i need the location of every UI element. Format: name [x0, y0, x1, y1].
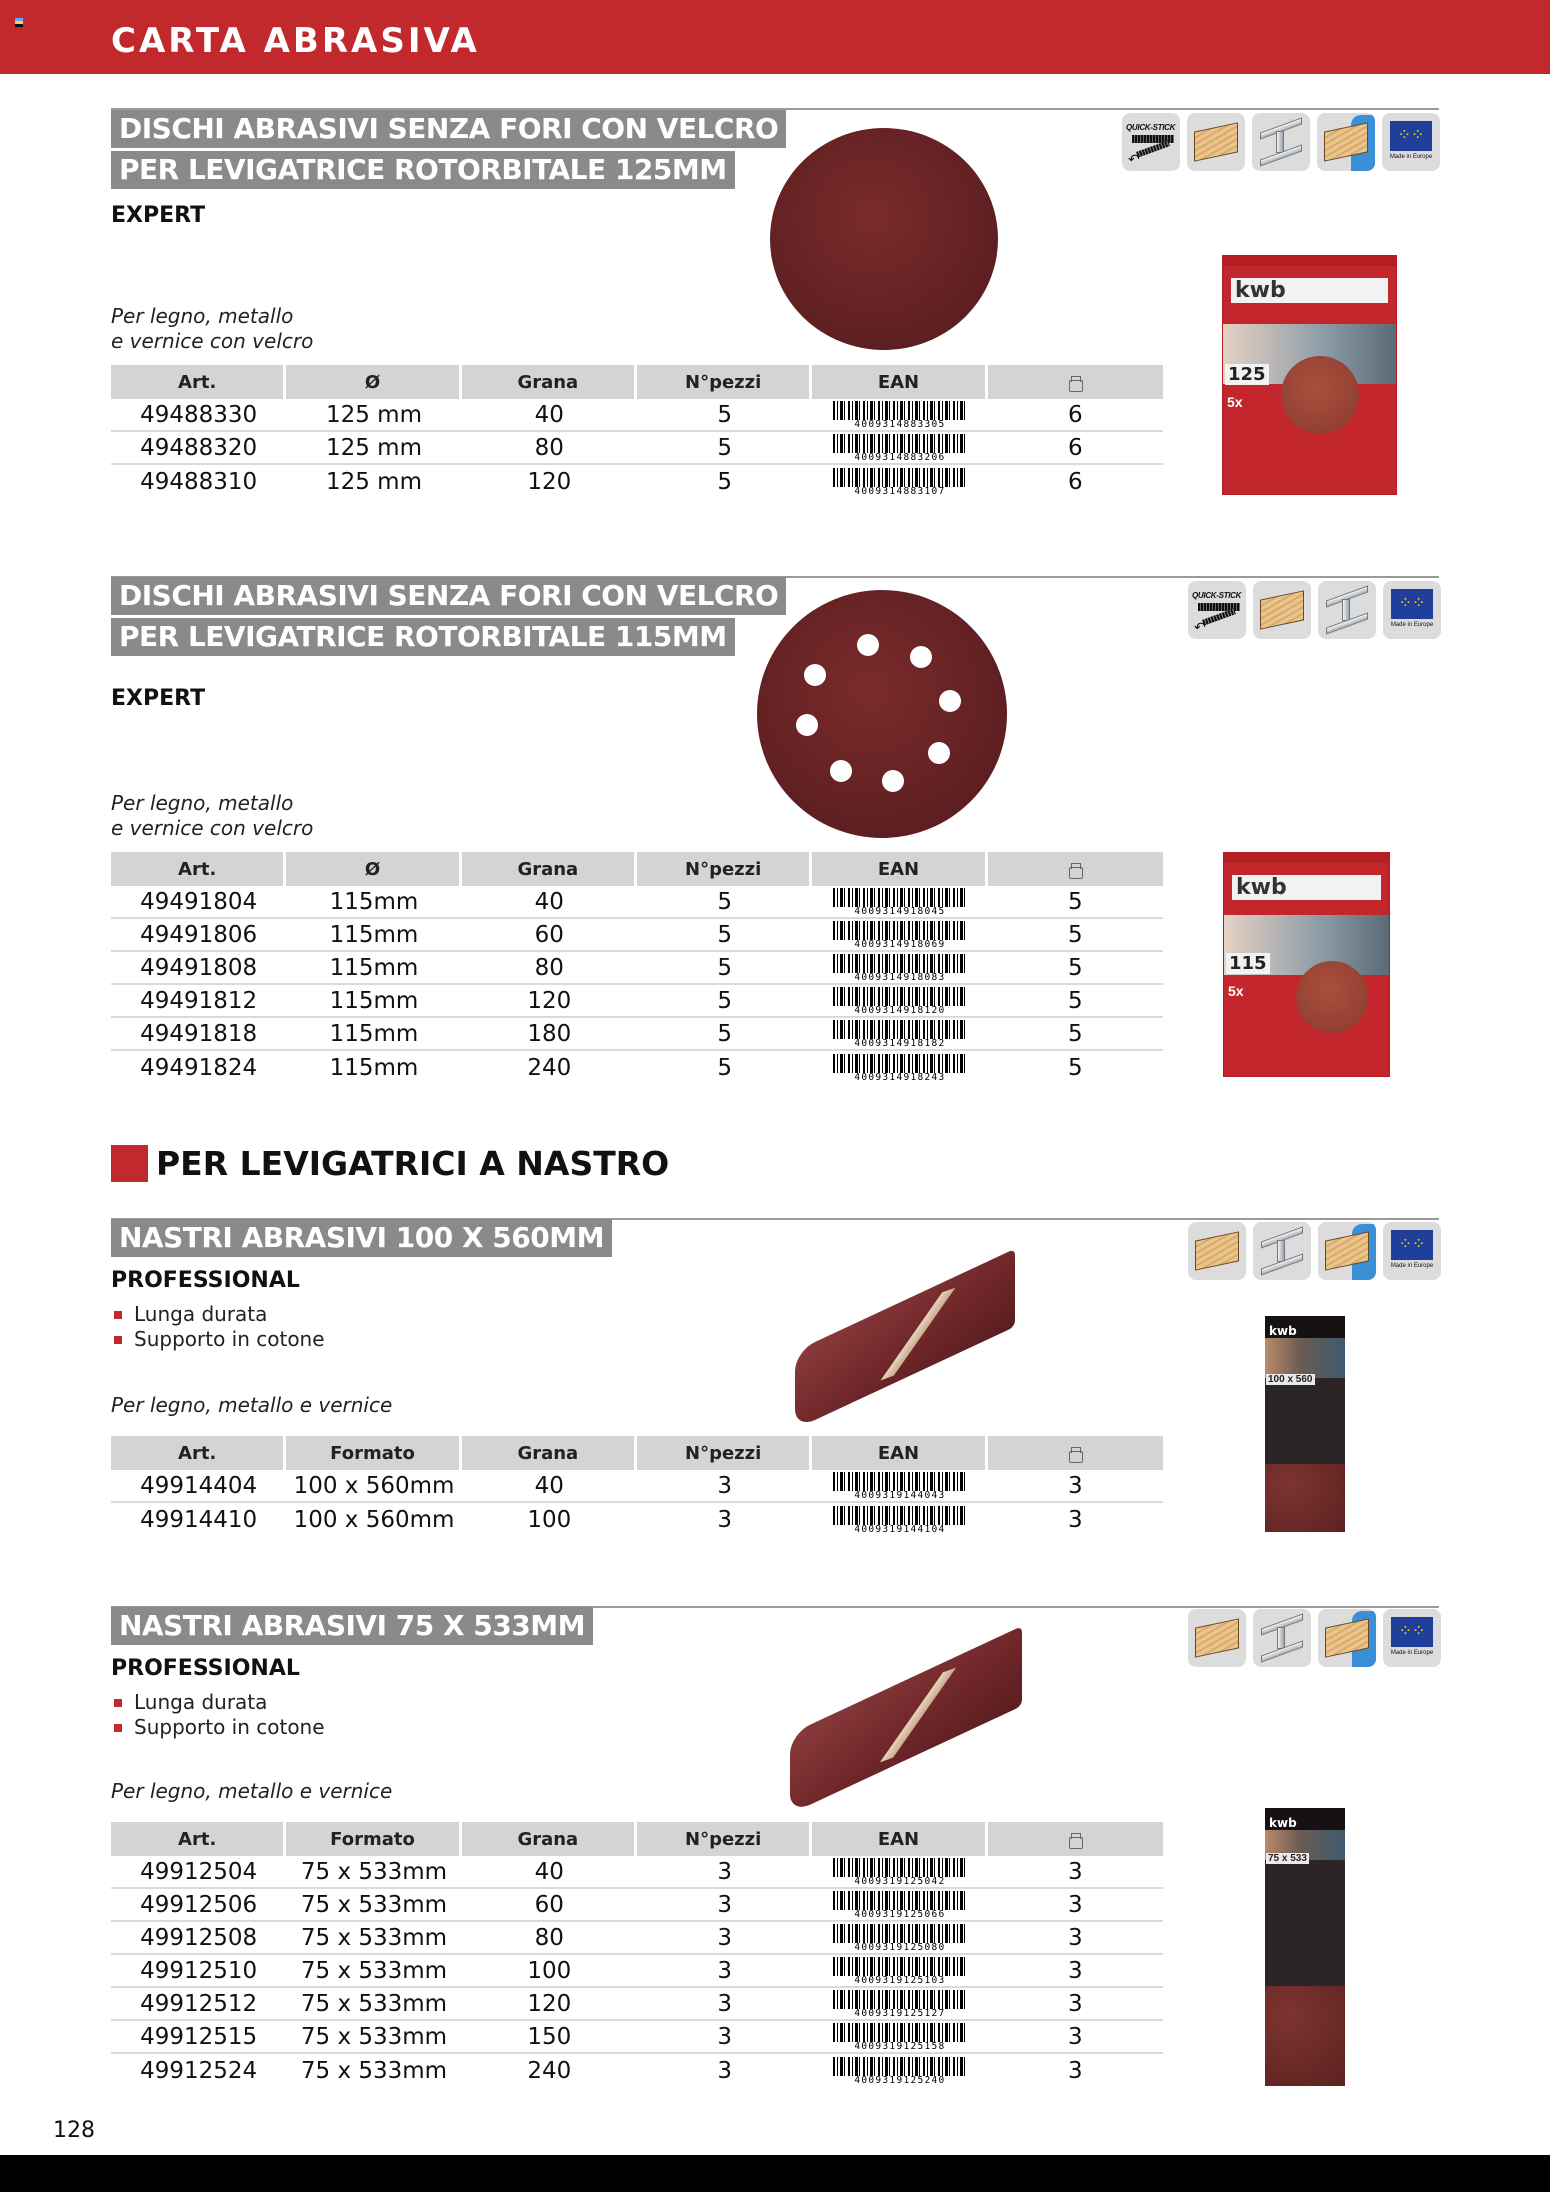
ean-digits: 4009319144043 [833, 1491, 967, 1501]
cell-dim: 115mm [286, 1018, 461, 1051]
wood-icon [1188, 1609, 1246, 1667]
cell-dim: 75 x 533mm [286, 1856, 461, 1889]
cell-ean [812, 1018, 987, 1051]
cell-ean [812, 985, 987, 1018]
ean-digits: 4009319125042 [833, 1877, 967, 1887]
ean-digits: 4009314918243 [833, 1073, 967, 1083]
barcode-icon [833, 921, 967, 948]
ean-digits: 4009319125103 [833, 1976, 967, 1986]
cell-dim: 125 mm [286, 399, 461, 432]
table-row [111, 1988, 1163, 2021]
col-art: Art. [111, 852, 286, 886]
made-in-europe-label: Made in Europe [1389, 154, 1433, 160]
feature-bullets [111, 1690, 325, 1740]
ean-digits: 4009314918083 [833, 973, 967, 983]
cell-dim: 115mm [329, 1054, 419, 1081]
product-table [111, 1436, 1163, 1536]
col-formato: Formato [286, 1436, 461, 1470]
col-art: Art. [111, 1822, 286, 1856]
cell-pack: 6 [1068, 468, 1083, 495]
cell-ean [812, 465, 987, 498]
cell-pezzi: 5 [717, 468, 732, 495]
table-row [111, 1503, 1163, 1536]
cell-pezzi: 3 [637, 1988, 812, 2021]
cell-pezzi: 5 [637, 919, 812, 952]
col-ean: EAN [812, 1822, 987, 1856]
cell-ean [812, 2054, 987, 2087]
barcode-icon [833, 2057, 967, 2084]
cell-ean [812, 1051, 987, 1084]
feature-icons [1188, 1609, 1441, 1667]
table-row [111, 985, 1163, 1018]
feature-bullets [111, 1302, 325, 1352]
cell-pack: 5 [1068, 1054, 1083, 1081]
barcode-icon [833, 987, 967, 1014]
cell-pack: 3 [988, 1955, 1163, 1988]
usage-line: e vernice con velcro [111, 816, 314, 840]
product-grade: EXPERT [111, 203, 206, 228]
package-count: 5x [1227, 394, 1243, 410]
table-row [111, 1922, 1163, 1955]
cell-dim: 75 x 533mm [286, 1922, 461, 1955]
package-size: 115 [1226, 953, 1270, 974]
feature-icons [1122, 113, 1440, 171]
wood-icon [1188, 1222, 1246, 1280]
cell-ean [812, 886, 987, 919]
cell-pack: 3 [988, 1889, 1163, 1922]
box-icon [1067, 1832, 1083, 1848]
usage-line: Per legno, metallo [111, 304, 294, 328]
bullet-item: Supporto in cotone [111, 1715, 325, 1740]
cell-art: 49488310 [140, 468, 258, 495]
table-row [111, 2021, 1163, 2054]
cell-dim: 75 x 533mm [286, 1889, 461, 1922]
bullet-item: Supporto in cotone [111, 1327, 325, 1352]
cell-pezzi: 5 [637, 399, 812, 432]
quick-stick-label: QUICK-STICK [1126, 123, 1176, 132]
box-icon [1067, 862, 1083, 878]
cell-pack: 6 [988, 399, 1163, 432]
cell-art: 49912510 [111, 1955, 286, 1988]
painted-wood-icon [1318, 1222, 1376, 1280]
footer-bar [0, 2155, 1550, 2192]
flag-icon [15, 18, 23, 27]
product-title-line-1: NASTRI ABRASIVI 100 X 560MM [111, 1219, 612, 1257]
cell-pack: 6 [988, 432, 1163, 465]
cell-dim: 75 x 533mm [286, 1955, 461, 1988]
cell-grana: 150 [462, 2021, 637, 2054]
col-art: Art. [111, 365, 286, 399]
cell-grana: 40 [462, 1470, 637, 1503]
ean-digits: 4009319125066 [833, 1910, 967, 1920]
cell-ean [812, 1856, 987, 1889]
wood-icon [1253, 581, 1311, 639]
ean-digits: 4009319125080 [833, 1943, 967, 1953]
cell-grana: 40 [462, 886, 637, 919]
cell-grana: 60 [462, 919, 637, 952]
cell-grana: 100 [527, 1506, 572, 1533]
cell-grana: 120 [462, 1988, 637, 2021]
page-title: CARTA ABRASIVA [111, 21, 480, 61]
product-package-image [1265, 1808, 1345, 2086]
cell-pezzi: 3 [637, 1889, 812, 1922]
cell-pack: 3 [988, 1470, 1163, 1503]
col-grana: Grana [462, 365, 637, 399]
package-size: 125 [1225, 364, 1269, 385]
product-title-line-2: PER LEVIGATRICE ROTORBITALE 115MM [111, 618, 735, 656]
made-in-europe-label: Made in Europe [1390, 622, 1434, 628]
cell-art: 49912512 [111, 1988, 286, 2021]
made-in-europe-icon: ⁘⁘ Made in Europe [1383, 1222, 1441, 1280]
cell-art: 49491818 [111, 1018, 286, 1051]
col-grana: Grana [462, 1436, 637, 1470]
cell-pezzi: 3 [717, 2057, 732, 2084]
cell-pezzi: 3 [637, 1470, 812, 1503]
product-grade: EXPERT [111, 686, 206, 711]
product-package-image [1222, 255, 1397, 495]
col-ean: EAN [812, 852, 987, 886]
feature-icons [1188, 1222, 1441, 1280]
cell-pack: 5 [988, 919, 1163, 952]
ean-digits: 4009314918182 [833, 1039, 967, 1049]
cell-art: 49912524 [140, 2057, 258, 2084]
box-icon [1067, 1446, 1083, 1462]
col-grana: Grana [462, 852, 637, 886]
table-row [111, 1889, 1163, 1922]
barcode-icon [833, 1472, 967, 1499]
col-pezzi: N°pezzi [637, 365, 812, 399]
cell-ean [812, 399, 987, 432]
cell-art: 49912506 [111, 1889, 286, 1922]
table-row [111, 432, 1163, 465]
cell-pack: 3 [988, 2021, 1163, 2054]
col-packing-unit [988, 365, 1163, 399]
cell-art: 49488330 [111, 399, 286, 432]
category-heading-text: PER LEVIGATRICI A NASTRO [156, 1144, 670, 1183]
cell-pezzi: 5 [637, 1018, 812, 1051]
cell-pezzi: 5 [637, 952, 812, 985]
cell-grana: 180 [462, 1018, 637, 1051]
cell-ean [812, 2021, 987, 2054]
product-usage [111, 1393, 392, 1418]
cell-grana: 80 [462, 432, 637, 465]
usage-line: Per legno, metallo e vernice [111, 1393, 393, 1417]
barcode-icon [833, 1858, 967, 1885]
page-number: 128 [53, 2118, 95, 2143]
barcode-icon [833, 888, 967, 915]
table-row [111, 1470, 1163, 1503]
cell-pezzi: 3 [637, 1922, 812, 1955]
metal-icon [1253, 1609, 1311, 1667]
package-brand: kwb [1269, 1816, 1297, 1830]
cell-pezzi: 5 [637, 985, 812, 1018]
cell-pack: 3 [1068, 1506, 1083, 1533]
barcode-icon [833, 434, 967, 461]
product-grade: PROFESSIONAL [111, 1656, 300, 1681]
painted-wood-icon [1317, 113, 1375, 171]
cell-dim: 115mm [286, 919, 461, 952]
col-formato: Formato [286, 1822, 461, 1856]
col-packing-unit [988, 852, 1163, 886]
category-heading [111, 1144, 669, 1183]
cell-dim: 115mm [286, 985, 461, 1018]
ean-digits: 4009319125158 [833, 2042, 967, 2052]
cell-art: 49912515 [111, 2021, 286, 2054]
cell-pack: 3 [988, 1856, 1163, 1889]
barcode-icon [833, 1020, 967, 1047]
cell-dim: 115mm [286, 952, 461, 985]
col-ean: EAN [812, 365, 987, 399]
col-art: Art. [111, 1436, 286, 1470]
package-brand: kwb [1232, 875, 1381, 900]
page-header-banner [0, 0, 1550, 74]
cell-art: 49912504 [111, 1856, 286, 1889]
bullet-item: Lunga durata [111, 1690, 325, 1715]
package-size: 100 x 560 [1268, 1374, 1313, 1385]
cell-art: 49491808 [111, 952, 286, 985]
table-row [111, 399, 1163, 432]
ean-digits: 4009314883305 [833, 420, 967, 430]
product-grade: PROFESSIONAL [111, 1268, 300, 1293]
usage-line: e vernice con velcro [111, 329, 314, 353]
product-table [111, 852, 1163, 1084]
cell-pack: 3 [1068, 2057, 1083, 2084]
col-diameter: Ø [286, 852, 461, 886]
made-in-europe-icon: ⁘⁘ Made in Europe [1382, 113, 1440, 171]
col-ean: EAN [812, 1436, 987, 1470]
ean-digits: 4009319144104 [833, 1525, 967, 1535]
col-pezzi: N°pezzi [637, 852, 812, 886]
cell-art: 49488320 [111, 432, 286, 465]
product-usage [111, 304, 313, 354]
ean-digits: 4009314883206 [833, 453, 967, 463]
package-brand: kwb [1231, 278, 1388, 303]
quick-stick-label: QUICK-STICK [1192, 591, 1242, 600]
box-icon [1067, 375, 1083, 391]
cell-dim: 75 x 533mm [286, 2021, 461, 2054]
cell-grana: 40 [462, 1856, 637, 1889]
cell-ean [812, 1955, 987, 1988]
table-row [111, 2054, 1163, 2087]
product-package-image [1265, 1316, 1345, 1532]
product-usage [111, 1779, 392, 1804]
cell-dim: 125 mm [286, 432, 461, 465]
product-usage [111, 791, 313, 841]
product-table [111, 1822, 1163, 2087]
cell-art: 49491806 [111, 919, 286, 952]
ean-digits: 4009319125127 [833, 2009, 967, 2019]
cell-ean [812, 1922, 987, 1955]
product-title-line-1: DISCHI ABRASIVI SENZA FORI CON VELCRO [111, 577, 786, 615]
cell-ean [812, 1503, 987, 1536]
product-title-line-2: PER LEVIGATRICE ROTORBITALE 125MM [111, 151, 735, 189]
package-size: 75 x 533 [1268, 1853, 1307, 1864]
col-packing-unit [988, 1436, 1163, 1470]
barcode-icon [833, 1957, 967, 1984]
cell-dim: 75 x 533mm [300, 2057, 448, 2084]
cell-grana: 40 [462, 399, 637, 432]
cell-dim: 100 x 560mm [293, 1506, 455, 1533]
barcode-icon [833, 954, 967, 981]
cell-pezzi: 3 [717, 1506, 732, 1533]
barcode-icon [833, 1054, 967, 1081]
metal-icon [1318, 581, 1376, 639]
painted-wood-icon [1318, 1609, 1376, 1667]
metal-icon [1252, 113, 1310, 171]
cell-grana: 80 [462, 952, 637, 985]
product-table [111, 365, 1163, 498]
cell-grana: 120 [527, 468, 572, 495]
package-count: 5x [1228, 983, 1244, 999]
product-image-disc [770, 128, 998, 350]
cell-art: 49491804 [111, 886, 286, 919]
cell-art: 49491812 [111, 985, 286, 1018]
cell-grana: 240 [527, 1054, 572, 1081]
ean-digits: 4009314918120 [833, 1006, 967, 1016]
metal-icon [1253, 1222, 1311, 1280]
cell-dim: 115mm [286, 886, 461, 919]
cell-ean [812, 952, 987, 985]
quick-stick-icon: QUICK-STICK ↶ [1122, 113, 1180, 171]
cell-pack: 5 [988, 886, 1163, 919]
made-in-europe-icon: ⁘⁘ Made in Europe [1383, 581, 1441, 639]
ean-digits: 4009314918045 [833, 907, 967, 917]
barcode-icon [833, 1506, 967, 1533]
cell-pack: 5 [988, 1018, 1163, 1051]
cell-pack: 5 [988, 985, 1163, 1018]
made-in-europe-icon: ⁘⁘ Made in Europe [1383, 1609, 1441, 1667]
cell-ean [812, 1988, 987, 2021]
barcode-icon [833, 401, 967, 428]
table-row [111, 465, 1163, 498]
cell-dim: 125 mm [325, 468, 422, 495]
cell-ean [812, 1889, 987, 1922]
ean-digits: 4009319125240 [833, 2076, 967, 2086]
quick-stick-icon: QUICK-STICK ↶ [1188, 581, 1246, 639]
cell-art: 49914410 [140, 1506, 258, 1533]
cell-pack: 5 [988, 952, 1163, 985]
col-diameter: Ø [286, 365, 461, 399]
cell-pack: 3 [988, 1988, 1163, 2021]
cell-ean [812, 1470, 987, 1503]
table-row [111, 1856, 1163, 1889]
product-image-belt [780, 1620, 1030, 1810]
cell-grana: 100 [462, 1955, 637, 1988]
col-packing-unit [988, 1822, 1163, 1856]
wood-icon [1187, 113, 1245, 171]
table-row [111, 952, 1163, 985]
category-marker-icon [111, 1145, 148, 1182]
cell-ean [812, 432, 987, 465]
barcode-icon [833, 1990, 967, 2017]
cell-grana: 80 [462, 1922, 637, 1955]
cell-grana: 120 [462, 985, 637, 1018]
col-grana: Grana [462, 1822, 637, 1856]
table-row [111, 1955, 1163, 1988]
usage-line: Per legno, metallo e vernice [111, 1779, 393, 1803]
table-row [111, 886, 1163, 919]
cell-art: 49491824 [140, 1054, 258, 1081]
bullet-item: Lunga durata [111, 1302, 325, 1327]
product-image-belt [785, 1270, 1025, 1420]
cell-pezzi: 5 [637, 886, 812, 919]
table-row [111, 1018, 1163, 1051]
cell-pezzi: 5 [717, 1054, 732, 1081]
cell-grana: 240 [527, 2057, 572, 2084]
product-image-disc-perforated [757, 590, 1007, 838]
col-pezzi: N°pezzi [637, 1822, 812, 1856]
cell-pezzi: 3 [637, 1955, 812, 1988]
cell-art: 49914404 [111, 1470, 286, 1503]
table-row [111, 919, 1163, 952]
cell-pezzi: 3 [637, 2021, 812, 2054]
feature-icons [1188, 581, 1441, 639]
col-pezzi: N°pezzi [637, 1436, 812, 1470]
cell-pezzi: 5 [637, 432, 812, 465]
product-title-line-1: NASTRI ABRASIVI 75 X 533MM [111, 1607, 593, 1645]
cell-art: 49912508 [111, 1922, 286, 1955]
product-title-line-1: DISCHI ABRASIVI SENZA FORI CON VELCRO [111, 110, 786, 148]
ean-digits: 4009314883107 [833, 487, 967, 497]
usage-line: Per legno, metallo [111, 791, 294, 815]
barcode-icon [833, 1891, 967, 1918]
table-row [111, 1051, 1163, 1084]
cell-dim: 75 x 533mm [286, 1988, 461, 2021]
cell-dim: 100 x 560mm [286, 1470, 461, 1503]
cell-grana: 60 [462, 1889, 637, 1922]
package-brand: kwb [1269, 1324, 1297, 1338]
barcode-icon [833, 468, 967, 495]
product-package-image [1223, 852, 1390, 1077]
barcode-icon [833, 1924, 967, 1951]
barcode-icon [833, 2023, 967, 2050]
cell-pezzi: 3 [637, 1856, 812, 1889]
cell-ean [812, 919, 987, 952]
made-in-europe-label: Made in Europe [1390, 1263, 1434, 1269]
made-in-europe-label: Made in Europe [1390, 1650, 1434, 1656]
ean-digits: 4009314918069 [833, 940, 967, 950]
cell-pack: 3 [988, 1922, 1163, 1955]
